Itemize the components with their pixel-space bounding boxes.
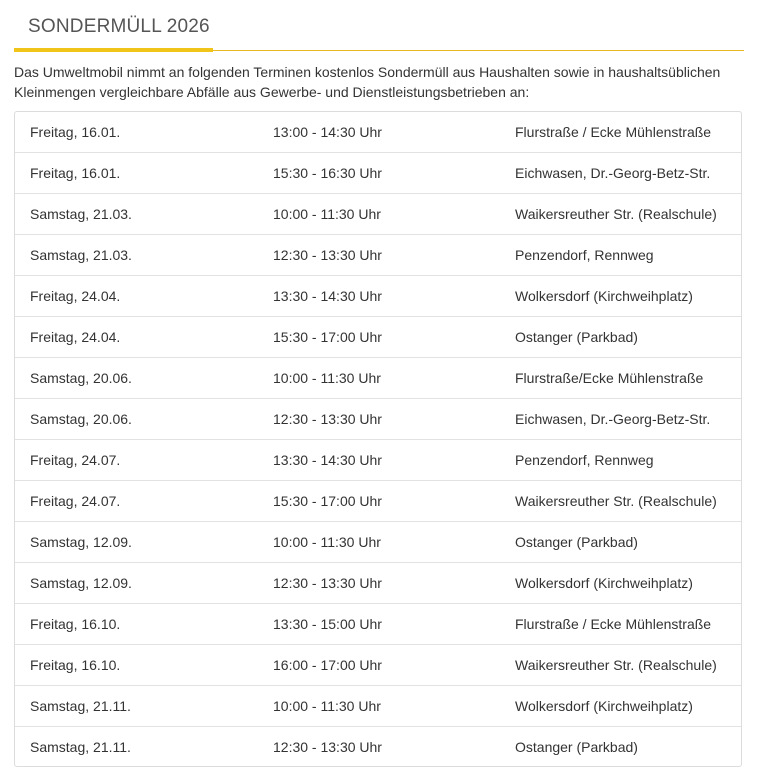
time-cell: 13:30 - 14:30 Uhr <box>273 288 382 304</box>
table-row <box>15 317 741 358</box>
location-cell: Flurstraße/Ecke Mühlenstraße <box>515 370 704 386</box>
date-cell: Samstag, 21.11. <box>30 739 131 755</box>
date-cell: Samstag, 21.11. <box>30 698 131 714</box>
time-cell: 13:30 - 14:30 Uhr <box>273 452 382 468</box>
page-title: SONDERMÜLL 2026 <box>28 16 210 37</box>
time-cell: 10:00 - 11:30 Uhr <box>273 534 381 550</box>
time-cell: 12:30 - 13:30 Uhr <box>273 739 382 755</box>
date-cell: Samstag, 21.03. <box>30 247 132 263</box>
table-row <box>15 645 741 686</box>
date-cell: Samstag, 12.09. <box>30 534 132 550</box>
date-cell: Freitag, 16.01. <box>30 124 121 140</box>
intro-text: Das Umweltmobil nimmt an folgenden Terminen kostenlos Sondermüll aus Haushalten sowie in haushaltsüblichen Kleinmengen vergleichbare Abfälle aus Gewerbe- und Dienstleistungsbetrieben an: <box>14 64 721 100</box>
table-row <box>15 481 741 522</box>
date-cell: Samstag, 20.06. <box>30 370 132 386</box>
date-cell: Freitag, 24.07. <box>30 493 121 509</box>
table-row <box>15 727 741 767</box>
location-cell: Waikersreuther Str. (Realschule) <box>515 206 717 222</box>
location-cell: Eichwasen, Dr.-Georg-Betz-Str. <box>515 411 711 427</box>
date-cell: Freitag, 24.07. <box>30 452 121 468</box>
time-cell: 12:30 - 13:30 Uhr <box>273 247 382 263</box>
table-row <box>15 276 741 317</box>
date-cell: Freitag, 16.10. <box>30 616 121 632</box>
location-cell: Ostanger (Parkbad) <box>515 329 638 345</box>
location-cell: Penzendorf, Rennweg <box>515 452 654 468</box>
table-row <box>15 194 741 235</box>
location-cell: Wolkersdorf (Kirchweihplatz) <box>515 698 693 714</box>
table-row <box>15 604 741 645</box>
location-cell: Ostanger (Parkbad) <box>515 739 638 755</box>
date-cell: Freitag, 16.10. <box>30 657 121 673</box>
location-cell: Ostanger (Parkbad) <box>515 534 638 550</box>
location-cell: Wolkersdorf (Kirchweihplatz) <box>515 288 693 304</box>
table-row <box>15 112 741 153</box>
date-cell: Freitag, 24.04. <box>30 288 121 304</box>
table-row <box>15 153 741 194</box>
time-cell: 12:30 - 13:30 Uhr <box>273 575 382 591</box>
table-row <box>15 235 741 276</box>
time-cell: 13:30 - 15:00 Uhr <box>273 616 382 632</box>
table-row <box>15 522 741 563</box>
location-cell: Flurstraße / Ecke Mühlenstraße <box>515 124 712 140</box>
location-cell: Waikersreuther Str. (Realschule) <box>515 493 717 509</box>
time-cell: 15:30 - 17:00 Uhr <box>273 493 382 509</box>
time-cell: 10:00 - 11:30 Uhr <box>273 206 381 222</box>
table-row <box>15 440 741 481</box>
date-cell: Freitag, 24.04. <box>30 329 121 345</box>
location-cell: Waikersreuther Str. (Realschule) <box>515 657 717 673</box>
date-cell: Samstag, 21.03. <box>30 206 132 222</box>
time-cell: 13:00 - 14:30 Uhr <box>273 124 382 140</box>
table-row <box>15 686 741 727</box>
location-cell: Flurstraße / Ecke Mühlenstraße <box>515 616 712 632</box>
location-cell: Penzendorf, Rennweg <box>515 247 654 263</box>
table-row <box>15 358 741 399</box>
table-row <box>15 399 741 440</box>
table-row <box>15 563 741 604</box>
schedule-table <box>14 111 742 767</box>
date-cell: Samstag, 20.06. <box>30 411 132 427</box>
location-cell: Wolkersdorf (Kirchweihplatz) <box>515 575 693 591</box>
date-cell: Freitag, 16.01. <box>30 165 121 181</box>
time-cell: 15:30 - 16:30 Uhr <box>273 165 382 181</box>
location-cell: Eichwasen, Dr.-Georg-Betz-Str. <box>515 165 711 181</box>
date-cell: Samstag, 12.09. <box>30 575 132 591</box>
time-cell: 15:30 - 17:00 Uhr <box>273 329 382 345</box>
time-cell: 16:00 - 17:00 Uhr <box>273 657 382 673</box>
time-cell: 10:00 - 11:30 Uhr <box>273 698 381 714</box>
section-header <box>14 0 744 51</box>
time-cell: 10:00 - 11:30 Uhr <box>273 370 381 386</box>
title-underline <box>14 48 213 52</box>
time-cell: 12:30 - 13:30 Uhr <box>273 411 382 427</box>
